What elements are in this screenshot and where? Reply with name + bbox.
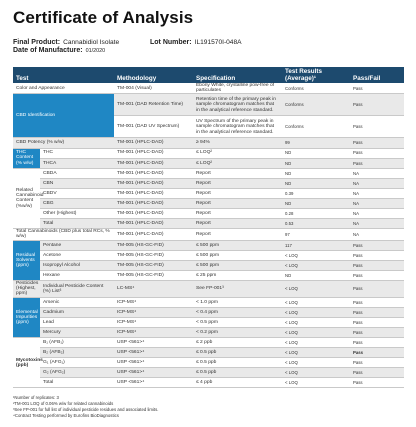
date-value: 01/2020 <box>85 48 106 54</box>
cell-method: TM-001 (DAD UV Spectrum) <box>114 116 193 138</box>
cell-method: ICP-MS⁴ <box>114 317 193 327</box>
cell-passfail: Pass <box>350 158 404 168</box>
group-related-cannabinoids: Related Cannabinoid Content (%w/w) <box>13 168 40 229</box>
cell-spec: ≤ 0.5 ppb <box>193 368 282 378</box>
cell-spec: ≤ 500 ppm <box>193 240 282 250</box>
cell-passfail: NA <box>350 168 404 178</box>
footnote-1: ¹Number of replicates: 3 <box>13 395 59 400</box>
footnote-2: ²TM-001 LOQ of 0.06% w/w for related cannabinoids <box>13 401 114 406</box>
cell-spec: See FP-001³ <box>193 281 282 298</box>
cell-result: < LOQ <box>282 338 350 348</box>
cell-spec: < 0.5 ppm <box>193 317 282 327</box>
cell-result: ND <box>282 270 350 280</box>
footnote-4: ⁴Contract Testing performed by Eurofins BioDiagnostics <box>13 413 119 418</box>
table-row <box>13 219 404 229</box>
cell-subtest: Hexane <box>40 270 114 280</box>
table-row <box>13 378 404 388</box>
table-row <box>13 250 404 260</box>
table-row <box>13 281 404 298</box>
cell-subtest: CBDA <box>40 168 114 178</box>
table-row <box>13 260 404 270</box>
cell-result: < LOQ <box>282 281 350 298</box>
cell-passfail: Pass <box>350 250 404 260</box>
lot-number-label: Lot Number: <box>150 39 192 46</box>
cell-method: ICP-MS⁴ <box>114 297 193 307</box>
cell-subtest: Cadmium <box>40 307 114 317</box>
cell-result: ND <box>282 148 350 158</box>
cell-method: TM-005 (HS-GC-FID) <box>114 250 193 260</box>
group-thc-content: THC Content (% w/w) <box>13 148 40 168</box>
cell-result: < LOQ <box>282 260 350 270</box>
cell-passfail: Pass <box>350 270 404 280</box>
group-cbd-identification: CBD Identification <box>13 94 114 138</box>
cell-passfail: NA <box>350 198 404 208</box>
document-title: Certificate of Analysis <box>13 8 194 27</box>
cell-subtest: Mercury <box>40 327 114 337</box>
cell-subtest: B₂ (AFB₂) <box>40 348 114 358</box>
cell-subtest: Pentane <box>40 240 114 250</box>
cell-passfail: Pass <box>350 148 404 158</box>
cell-method: LC-MS⁴ <box>114 281 193 298</box>
cell-spec: Retention time of the primary peak in sample chromatogram matches that in the analytical reference standard. <box>193 94 282 116</box>
cell-spec: ≤ 4 ppb <box>193 378 282 388</box>
group-residual-solvents: Residual Solvents (ppm) <box>13 240 40 280</box>
header-test: Test <box>13 67 114 83</box>
cell-passfail: Pass <box>350 307 404 317</box>
cell-spec: ≤ 500 ppm <box>193 250 282 260</box>
cell-result: < LOQ <box>282 307 350 317</box>
cell-method: TM-001 (HPLC-DAD) <box>114 168 193 178</box>
cell-result: 0.39 <box>282 188 350 198</box>
lot-number-value: IL191570I-048A <box>194 39 242 46</box>
cell-method: TM-001 (HPLC-DAD) <box>114 158 193 168</box>
cell-result: < LOQ <box>282 250 350 260</box>
table-row <box>13 83 404 94</box>
cell-passfail: Pass <box>350 260 404 270</box>
table-row <box>13 297 404 307</box>
cell-result: 0.28 <box>282 209 350 219</box>
cell-passfail: Pass <box>350 338 404 348</box>
cell-method: TM-001 (DAD Retention Time) <box>114 94 193 116</box>
cell-method: TM-005 (HS-GC-FID) <box>114 260 193 270</box>
cell-spec: < 1.0 ppm <box>193 297 282 307</box>
cell-passfail: Pass <box>350 94 404 116</box>
table-row <box>13 229 404 240</box>
cell-spec: ≤ 25 ppm <box>193 270 282 280</box>
cell-passfail: NA <box>350 229 404 240</box>
cell-spec: Report <box>193 198 282 208</box>
cell-passfail: Pass <box>350 317 404 327</box>
cell-result: Conforms <box>282 83 350 94</box>
cell-method: TM-004 (Visual) <box>114 83 193 94</box>
table-row <box>13 358 404 368</box>
cell-spec: < 0.4 ppm <box>193 307 282 317</box>
table-row <box>13 94 404 116</box>
table-row <box>13 168 404 178</box>
cell-passfail: Pass <box>350 368 404 378</box>
footnote-3: ³See FP-001 for full list of individual pesticide residues and associated limits. <box>13 407 159 412</box>
cell-passfail: NA <box>350 188 404 198</box>
table-row <box>13 240 404 250</box>
cell-passfail: Pass <box>350 348 404 358</box>
group-elemental-impurities: Elemental Impurities (ppm) <box>13 297 40 337</box>
cell-subtest: CBG <box>40 198 114 208</box>
cell-result: ND <box>282 168 350 178</box>
analysis-table-wrapper <box>13 67 404 388</box>
table-row <box>13 338 404 348</box>
table-row <box>13 178 404 188</box>
cell-spec: ≤ 0.5 ppb <box>193 358 282 368</box>
cell-result: < LOQ <box>282 358 350 368</box>
cell-method: TM-001 (HPLC-DAD) <box>114 209 193 219</box>
cell-result: < LOQ <box>282 317 350 327</box>
table-row <box>13 317 404 327</box>
cell-method: TM-001 (HPLC-DAD) <box>114 198 193 208</box>
date-label: Date of Manufacture: <box>13 47 83 54</box>
cell-method: TM-001 (HPLC-DAD) <box>114 229 193 240</box>
cell-subtest: THCA <box>40 158 114 168</box>
cell-method: ICP-MS⁴ <box>114 307 193 317</box>
cell-method: TM-005 (HS-GC-FID) <box>114 240 193 250</box>
cell-spec: Report <box>193 219 282 229</box>
cell-method: TM-001 (HPLC-DAD) <box>114 188 193 198</box>
cell-subtest: G₁ (AFG₁) <box>40 358 114 368</box>
cell-subtest: Other (Highest) <box>40 209 114 219</box>
cell-passfail: NA <box>350 219 404 229</box>
cell-subtest: THC <box>40 148 114 158</box>
table-row <box>13 327 404 337</box>
cell-passfail: NA <box>350 209 404 219</box>
cell-method: ICP-MS⁴ <box>114 327 193 337</box>
cell-spec: UV Spectrum of the primary peak in sample chromatogram matches that in the analytical reference standard. <box>193 116 282 138</box>
table-row <box>13 209 404 219</box>
cell-method: TM-001 (HPLC-DAD) <box>114 178 193 188</box>
cell-subtest: Total <box>40 219 114 229</box>
final-product-label: Final Product: <box>13 39 61 46</box>
group-mycotoxins: Mycotoxins (ppb) <box>13 338 40 388</box>
cell-result: 117 <box>282 240 350 250</box>
table-row <box>13 270 404 280</box>
cell-subtest: Individual Pesticide Content (%) List³ <box>40 281 114 298</box>
table-row <box>13 148 404 158</box>
cell-spec: ≤ 500 ppm <box>193 260 282 270</box>
cell-passfail: Pass <box>350 378 404 388</box>
cell-method: USP <561>⁴ <box>114 378 193 388</box>
cell-spec: Report <box>193 178 282 188</box>
cell-passfail: Pass <box>350 327 404 337</box>
header-methodology: Methodology <box>114 67 193 83</box>
cell-subtest: Arsenic <box>40 297 114 307</box>
cell-subtest: Acetone <box>40 250 114 260</box>
cell-test: Color and Appearance <box>13 83 114 94</box>
cell-spec: Report <box>193 229 282 240</box>
cell-result: Conforms <box>282 116 350 138</box>
cell-method: USP <561>⁴ <box>114 358 193 368</box>
cell-result: 99 <box>282 138 350 148</box>
cell-result: 0.53 <box>282 219 350 229</box>
cell-passfail: NA <box>350 178 404 188</box>
cell-spec: Report <box>193 168 282 178</box>
cell-passfail: Pass <box>350 358 404 368</box>
table-row <box>13 198 404 208</box>
cell-passfail: Pass <box>350 297 404 307</box>
cell-spec: ≤ LOQ² <box>193 148 282 158</box>
cell-result: 97 <box>282 229 350 240</box>
header-passfail: Pass/Fail <box>350 67 404 83</box>
cell-subtest: B₁ (AFB₁) <box>40 338 114 348</box>
cell-result: ND <box>282 178 350 188</box>
cell-result: Conforms <box>282 94 350 116</box>
cell-passfail: Pass <box>350 281 404 298</box>
cell-subtest: Total <box>40 378 114 388</box>
cell-test: Total Cannabinoids (CBD plus total RCs, % w/w) <box>13 229 114 240</box>
table-row <box>13 348 404 358</box>
cell-spec: ≥ 94% <box>193 138 282 148</box>
cell-method: TM-005 (HS-GC-FID) <box>114 270 193 280</box>
cell-result: < LOQ <box>282 368 350 378</box>
cell-passfail: Pass <box>350 138 404 148</box>
cell-method: TM-001 (HPLC-DAD) <box>114 148 193 158</box>
table-header-row <box>13 67 404 83</box>
cell-spec: ≤ LOQ² <box>193 158 282 168</box>
cell-method: TM-001 (HPLC-DAD) <box>114 219 193 229</box>
cell-spec: Report <box>193 209 282 219</box>
table-row <box>13 158 404 168</box>
table-row <box>13 188 404 198</box>
final-product-value: Cannabidiol Isolate <box>63 39 120 46</box>
cell-method: TM-001 (HPLC-DAD) <box>114 138 193 148</box>
cell-method: USP <561>⁴ <box>114 348 193 358</box>
cell-subtest: Lead <box>40 317 114 327</box>
cell-test: CBD Potency (% w/w) <box>13 138 114 148</box>
cell-passfail: Pass <box>350 116 404 138</box>
group-pesticides: Pesticides (Highest, ppm) <box>13 281 40 298</box>
cell-spec: < 0.2 ppm <box>193 327 282 337</box>
cell-spec: ≤ 2 ppb <box>193 338 282 348</box>
cell-spec: Ebony White, crystalline pow-free of particulates <box>193 83 282 94</box>
final-product <box>13 39 119 46</box>
cell-result: < LOQ <box>282 348 350 358</box>
cell-method: USP <561>⁴ <box>114 338 193 348</box>
cell-result: < LOQ <box>282 378 350 388</box>
cell-result: < LOQ <box>282 327 350 337</box>
cell-subtest: CBN <box>40 178 114 188</box>
cell-spec: ≤ 0.5 ppb <box>193 348 282 358</box>
cell-result: ND <box>282 158 350 168</box>
table-row <box>13 307 404 317</box>
cell-passfail: Pass <box>350 240 404 250</box>
cell-result: ND <box>282 198 350 208</box>
cell-passfail: Pass <box>350 83 404 94</box>
cell-result: < LOQ <box>282 297 350 307</box>
cell-method: USP <561>⁴ <box>114 368 193 378</box>
analysis-table <box>13 67 404 388</box>
cell-spec: Report <box>193 188 282 198</box>
table-row <box>13 368 404 378</box>
cell-subtest: Isopropyl Alcohol <box>40 260 114 270</box>
lot-number <box>150 39 242 46</box>
table-row <box>13 138 404 148</box>
header-results: Test Results (Average)¹ <box>282 67 350 83</box>
date-of-manufacture <box>13 47 105 54</box>
cell-subtest: G₂ (AFG₂) <box>40 368 114 378</box>
header-specification: Specification <box>193 67 282 83</box>
cell-subtest: CBDV <box>40 188 114 198</box>
